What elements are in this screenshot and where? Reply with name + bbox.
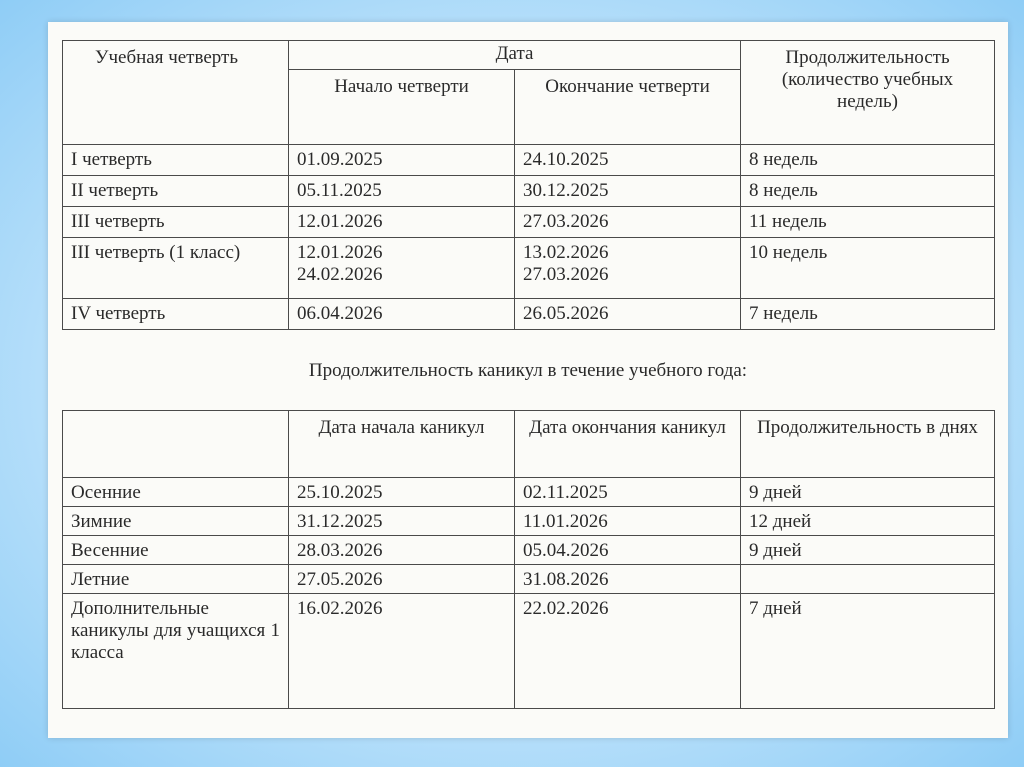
quarter-start: 12.01.2026 xyxy=(289,207,515,238)
table-row xyxy=(63,565,995,594)
quarter-start-second: 24.02.2026 xyxy=(297,264,383,285)
holiday-name: Осенние xyxy=(63,478,289,507)
quarter-duration: 11 недель xyxy=(741,207,995,238)
holidays-table xyxy=(62,410,995,709)
quarter-duration: 8 недель xyxy=(741,176,995,207)
table-row xyxy=(63,145,995,176)
header-quarter-start: Начало четверти xyxy=(289,70,515,145)
holidays-header-row xyxy=(63,411,995,478)
quarter-start: 06.04.2026 xyxy=(289,299,515,330)
holiday-start: 25.10.2025 xyxy=(289,478,515,507)
quarter-end: 24.10.2025 xyxy=(515,145,741,176)
holiday-end: 31.08.2026 xyxy=(515,565,741,594)
holiday-duration: 9 дней xyxy=(741,478,995,507)
holiday-start: 16.02.2026 xyxy=(289,594,515,709)
holiday-duration: 12 дней xyxy=(741,507,995,536)
quarter-duration: 8 недель xyxy=(741,145,995,176)
holiday-name: Дополнительные каникулы для учащихся 1 класса xyxy=(63,594,289,709)
quarter-end: 27.03.2026 xyxy=(515,207,741,238)
document-page xyxy=(48,22,1008,738)
holiday-duration xyxy=(741,565,995,594)
quarter-start: 01.09.2025 xyxy=(289,145,515,176)
quarter-name: III четверть (1 класс) xyxy=(63,238,289,299)
table-row xyxy=(63,207,995,238)
holidays-caption: Продолжительность каникул в течение учебного года: xyxy=(308,360,748,381)
quarter-name: IV четверть xyxy=(63,299,289,330)
quarters-header-row xyxy=(63,41,995,70)
quarter-name: II четверть xyxy=(63,176,289,207)
table-row xyxy=(63,536,995,565)
quarter-end: 30.12.2025 xyxy=(515,176,741,207)
quarter-start-dates xyxy=(289,238,515,299)
table-row xyxy=(63,238,995,299)
header-quarter: Учебная четверть xyxy=(63,41,289,145)
holiday-name: Зимние xyxy=(63,507,289,536)
header-duration-weeks: Продолжительность (количество учебных недель) xyxy=(741,41,995,145)
table-row xyxy=(63,507,995,536)
holiday-start: 31.12.2025 xyxy=(289,507,515,536)
quarter-end-dates xyxy=(515,238,741,299)
holiday-name: Летние xyxy=(63,565,289,594)
quarter-end-second: 27.03.2026 xyxy=(523,264,609,285)
quarter-end: 26.05.2026 xyxy=(515,299,741,330)
table-row xyxy=(63,594,995,709)
header-holiday-start: Дата начала каникул xyxy=(289,411,515,478)
quarter-start: 05.11.2025 xyxy=(289,176,515,207)
quarter-duration: 10 недель xyxy=(741,238,995,299)
header-holiday-name xyxy=(63,411,289,478)
holiday-end: 22.02.2026 xyxy=(515,594,741,709)
holiday-end: 02.11.2025 xyxy=(515,478,741,507)
quarter-end: 13.02.2026 xyxy=(523,242,609,263)
holiday-duration: 7 дней xyxy=(741,594,995,709)
holiday-end: 11.01.2026 xyxy=(515,507,741,536)
header-quarter-end: Окончание четверти xyxy=(515,70,741,145)
holiday-end: 05.04.2026 xyxy=(515,536,741,565)
header-holiday-end: Дата окончания каникул xyxy=(515,411,741,478)
holiday-duration: 9 дней xyxy=(741,536,995,565)
header-date: Дата xyxy=(289,41,741,70)
holiday-start: 27.05.2026 xyxy=(289,565,515,594)
quarter-duration: 7 недель xyxy=(741,299,995,330)
quarter-name: III четверть xyxy=(63,207,289,238)
quarters-table xyxy=(62,40,995,330)
holiday-start: 28.03.2026 xyxy=(289,536,515,565)
quarter-name: I четверть xyxy=(63,145,289,176)
table-row xyxy=(63,478,995,507)
table-row xyxy=(63,176,995,207)
table-row xyxy=(63,299,995,330)
holiday-name: Весенние xyxy=(63,536,289,565)
header-holiday-duration: Продолжительность в днях xyxy=(741,411,995,478)
quarter-start: 12.01.2026 xyxy=(297,242,383,263)
